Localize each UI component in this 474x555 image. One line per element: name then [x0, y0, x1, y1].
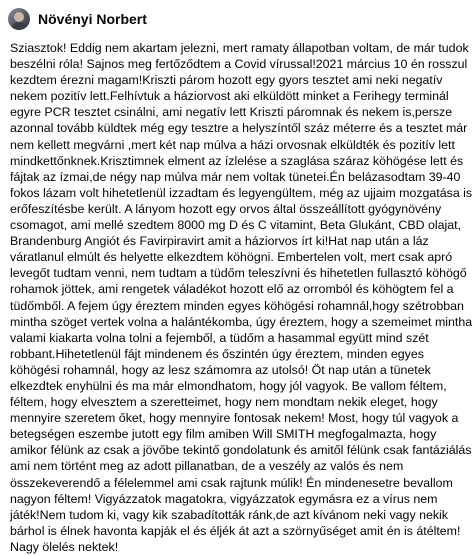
post-text — [8, 40, 473, 555]
post-text-line: játék!Nem tudom ki, vagy kik szabadították ránk,de azt kívánom neki vagy nekik — [10, 507, 449, 522]
post-text-line: rohamok jöttek, ami rengetek váladékot hozott elő az orromból és köhögtem fel a — [10, 282, 454, 297]
post-text-line: mindkettőnknek.Krisztimnek elment az ízlelése a szaglása száraz köhögése lett és — [10, 153, 464, 168]
post-text-line: tüdőmből. A fejem úgy éreztem minden egyes köhögési rohamnál,hogy szétrobban — [10, 298, 464, 313]
post-text-line: nagyon féltem! Vigyázzatok magatokra, vigyázzatok egymásra ez a vírus nem — [10, 491, 438, 506]
post-text-line: váratlanul elmúlt és helyette elkezdtem köhögni. Embertelen volt, mert csak apró — [10, 250, 453, 265]
author-name[interactable]: Növényi Norbert — [38, 11, 147, 27]
post-text-line: betegségen eszembe jutott egy film amiben Will SMITH megfogalmazta, hogy — [10, 427, 437, 442]
post-text-line: csomagot, ami mellé szedtem 8000 mg D és C vitamint, Beta Glukánt, CBD olajat, — [10, 218, 462, 233]
post-text-line: nekem pozitív lett.Felhívtuk a háziorvost aki elküldött minket a Ferihegy terminál — [10, 89, 449, 104]
avatar-face — [14, 12, 24, 22]
post-text-line: Brandenburg Angiót és Favirpiravirt amit a háziorvos írt ki!Hat nap után a láz — [10, 234, 429, 249]
post-text-line: azonnal tovább küldtek még egy tesztre a helyszíntől száz méterre és a tesztet már — [10, 121, 468, 136]
post-text-line: egyre PCR tesztet csinálni, ami negatív lett Kriszti páromnak és nekem is,persze — [10, 105, 453, 120]
post-text-line: mintha szöget vertek volna a halántékomba, úgy éreztem, hogy a szemeimet mintha — [10, 314, 473, 329]
post-text-line: robbant.Hihetetlenül fájt mindenem és őszintén úgy éreztem, minden egyes — [10, 346, 424, 361]
post-text-line: kezdtem érezni magam!Kriszti párom hozott egy gyors tesztet ami neki negatív — [10, 73, 443, 88]
post-text-line: nem kellett megvárni ,mert két nap múlva a házi orvosnak elküldték és pozitív lett — [10, 137, 455, 152]
post-header — [8, 0, 466, 34]
post-text-line: összekeverendő a félelemmel ami csak rajtunk múlik! Én mindenesetre bevallom — [10, 475, 453, 490]
post-text-line: erőfeszítésbe került. A lányom hozott egy orvos által összeállított gyógynövény — [10, 201, 442, 216]
post-text-line: Sziasztok! Eddig nem akartam jelezni, mert ramaty állapotban voltam, de már tudok — [10, 41, 469, 55]
post-text-line: valami kiakarta volna tolni a fejemből, a tüdőm a hasammal együtt mind szét — [10, 330, 429, 345]
post-text-line: Nagy ölelés nektek! — [10, 539, 119, 554]
post-text-line: amikor félünk az csak a jövőbe tekintő gondolatunk és amitől félünk csak fantáziálás — [10, 443, 472, 458]
post-text-line: bárhol is élnek havonta kapják el és éljék át azt a szörnyűséget amit én is átéltem! — [10, 523, 461, 538]
post-text-line: ami nem történt meg az adott pillanatban, de a veszély az valós és nem — [10, 459, 404, 474]
post-text-line: elkezdtek enyhülni és ma már elmondhatom, hogy jól vagyok. Be vallom féltem, — [10, 378, 447, 393]
post-text-line: fokos lázam volt hihetetlenül izzadtam és legyengültem, még az ujjaim mozgatása is — [10, 185, 473, 200]
post-text-line: mennyire szeretem őket, hogy mennyire fontosak nekem! Most, hogy túl vagyok a — [10, 411, 459, 426]
post-text-line: köhögési rohamnál, hogy az lesz számomra az utolsó! Öt nap után a tünetek — [10, 362, 431, 377]
author-avatar[interactable] — [8, 8, 30, 30]
post-text-line: féltem, hogy elvesztem a szeretteimet, hogy nem mondtam nekik eleget, hogy — [10, 395, 438, 410]
post-text-line: levegőt tudtam venni, nem tudtam a tüdőm teleszívni és hihetetlen fullasztó köhögő — [10, 266, 467, 281]
post-text-line: fájtak az ízmai,de négy nap múlva már nem voltak tünetei.Én belázasodtam 39-40 — [10, 169, 461, 184]
avatar-body — [11, 22, 27, 30]
post-text-line: beszélni róla! Sajnos meg fertőződtem a Covid vírussal!2021 március 10 én rosszul — [10, 57, 468, 72]
